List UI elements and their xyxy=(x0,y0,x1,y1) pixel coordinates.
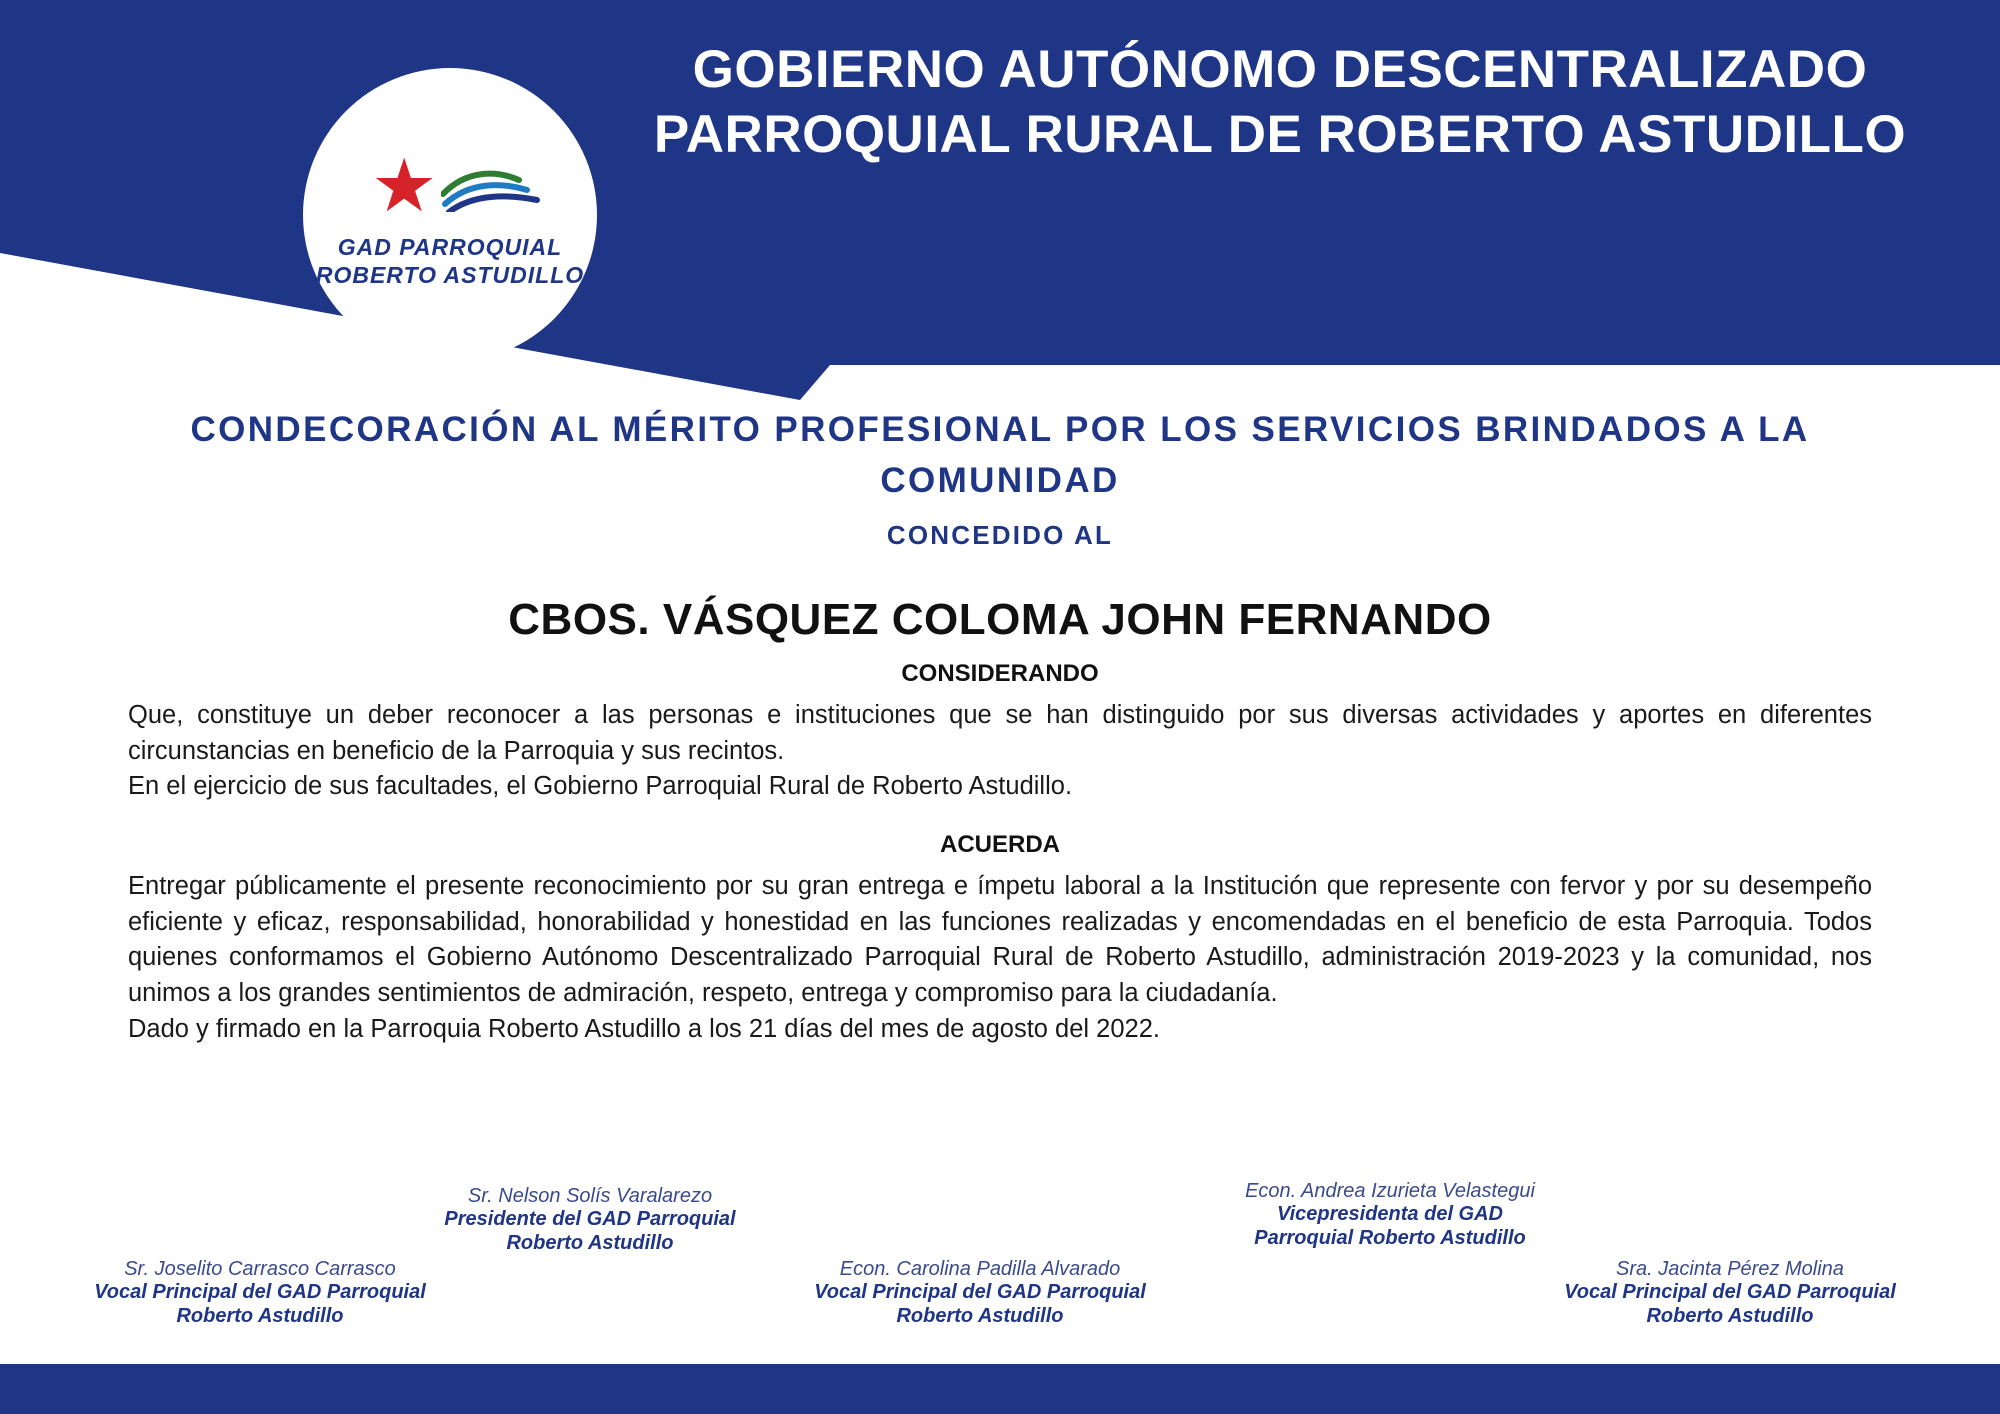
signature-name: Sr. Nelson Solís Varalarezo xyxy=(467,1185,713,1207)
signature-block-president xyxy=(410,1185,770,1255)
acuerda-paragraph-2: Dado y firmado en la Parroquia Roberto Astudillo a los 21 días del mes de agosto del 2022. xyxy=(128,1014,1160,1043)
page-title: GOBIERNO AUTÓNOMO DESCENTRALIZADO PARROQUIAL RURAL DE ROBERTO ASTUDILLO xyxy=(653,40,1907,164)
considerando-paragraph-1: Que, constituye un deber reconocer a las personas e instituciones que se han distinguido por sus diversas actividades y aportes en diferentes circunstancias en beneficio de la Parroquia y sus recintos. xyxy=(128,701,1872,765)
signature-name: Econ. Carolina Padilla Alvarado xyxy=(839,1258,1121,1280)
signature-role-line2: Roberto Astudillo xyxy=(896,1304,1064,1327)
award-subtitle: CONCEDIDO AL xyxy=(886,520,1114,550)
recipient-name: CBOS. VÁSQUEZ COLOMA JOHN FERNANDO xyxy=(508,595,1492,644)
considerando-heading: CONSIDERANDO xyxy=(901,660,1099,687)
signature-role-line2: Roberto Astudillo xyxy=(506,1231,674,1254)
logo-text-line2: ROBERTO ASTUDILLO xyxy=(315,261,585,288)
signature-block-vocal-2 xyxy=(800,1258,1160,1328)
signature-block-vicepresident xyxy=(1190,1180,1590,1250)
considerando-paragraph-2: En el ejercicio de sus facultades, el Gobierno Parroquial Rural de Roberto Astudillo. xyxy=(128,772,1073,801)
signature-role-line1: Vocal Principal del GAD Parroquial xyxy=(1564,1281,1896,1303)
award-title: CONDECORACIÓN AL MÉRITO PROFESIONAL POR LOS SERVICIOS BRINDADOS A LA COMUNIDAD xyxy=(190,410,1810,500)
signature-name: Sra. Jacinta Pérez Molina xyxy=(1616,1258,1844,1280)
logo-graphic xyxy=(345,143,555,230)
waves-icon xyxy=(441,164,551,212)
acuerda-heading: ACUERDA xyxy=(940,831,1060,859)
signature-block-vocal-1 xyxy=(80,1258,440,1328)
signature-role-line1: Vocal Principal del GAD Parroquial xyxy=(814,1281,1146,1303)
signature-role-line2: Parroquial Roberto Astudillo xyxy=(1254,1226,1526,1249)
signature-role-line1: Vicepresidenta del GAD xyxy=(1277,1203,1503,1225)
signature-block-vocal-3 xyxy=(1540,1258,1920,1328)
document-body xyxy=(128,660,1872,1048)
logo-text-line1: GAD PARROQUIAL xyxy=(337,233,563,260)
signature-role-line2: Roberto Astudillo xyxy=(1646,1304,1814,1327)
signature-role-line1: Presidente del GAD Parroquial xyxy=(444,1208,736,1230)
signature-name: Sr. Joselito Carrasco Carrasco xyxy=(124,1258,396,1280)
signature-role-line2: Roberto Astudillo xyxy=(176,1304,344,1327)
star-icon: ★ xyxy=(371,143,438,227)
footer-divider xyxy=(0,1352,2000,1364)
signature-role-line1: Vocal Principal del GAD Parroquial xyxy=(94,1281,426,1303)
organization-logo xyxy=(305,70,595,360)
acuerda-paragraph-1: Entregar públicamente el presente reconocimiento por su gran entrega e ímpetu laboral a la Institución que represente con fervor y por su desempeño eficiente y eficaz, responsabilidad, honorabilidad y honestidad en las funciones realizadas y encomendadas en el beneficio de esta Parroquia. Todos quienes conformamos el Gobierno Autónomo Descentralizado Parroquial Rural de Roberto Astudillo, administración 2019-2023 y la comunidad, nos unimos a los grandes sentimientos de admiración, respeto, entrega y compromiso para la ciudadanía. xyxy=(128,872,1872,1008)
signature-name: Econ. Andrea Izurieta Velastegui xyxy=(1245,1180,1535,1202)
